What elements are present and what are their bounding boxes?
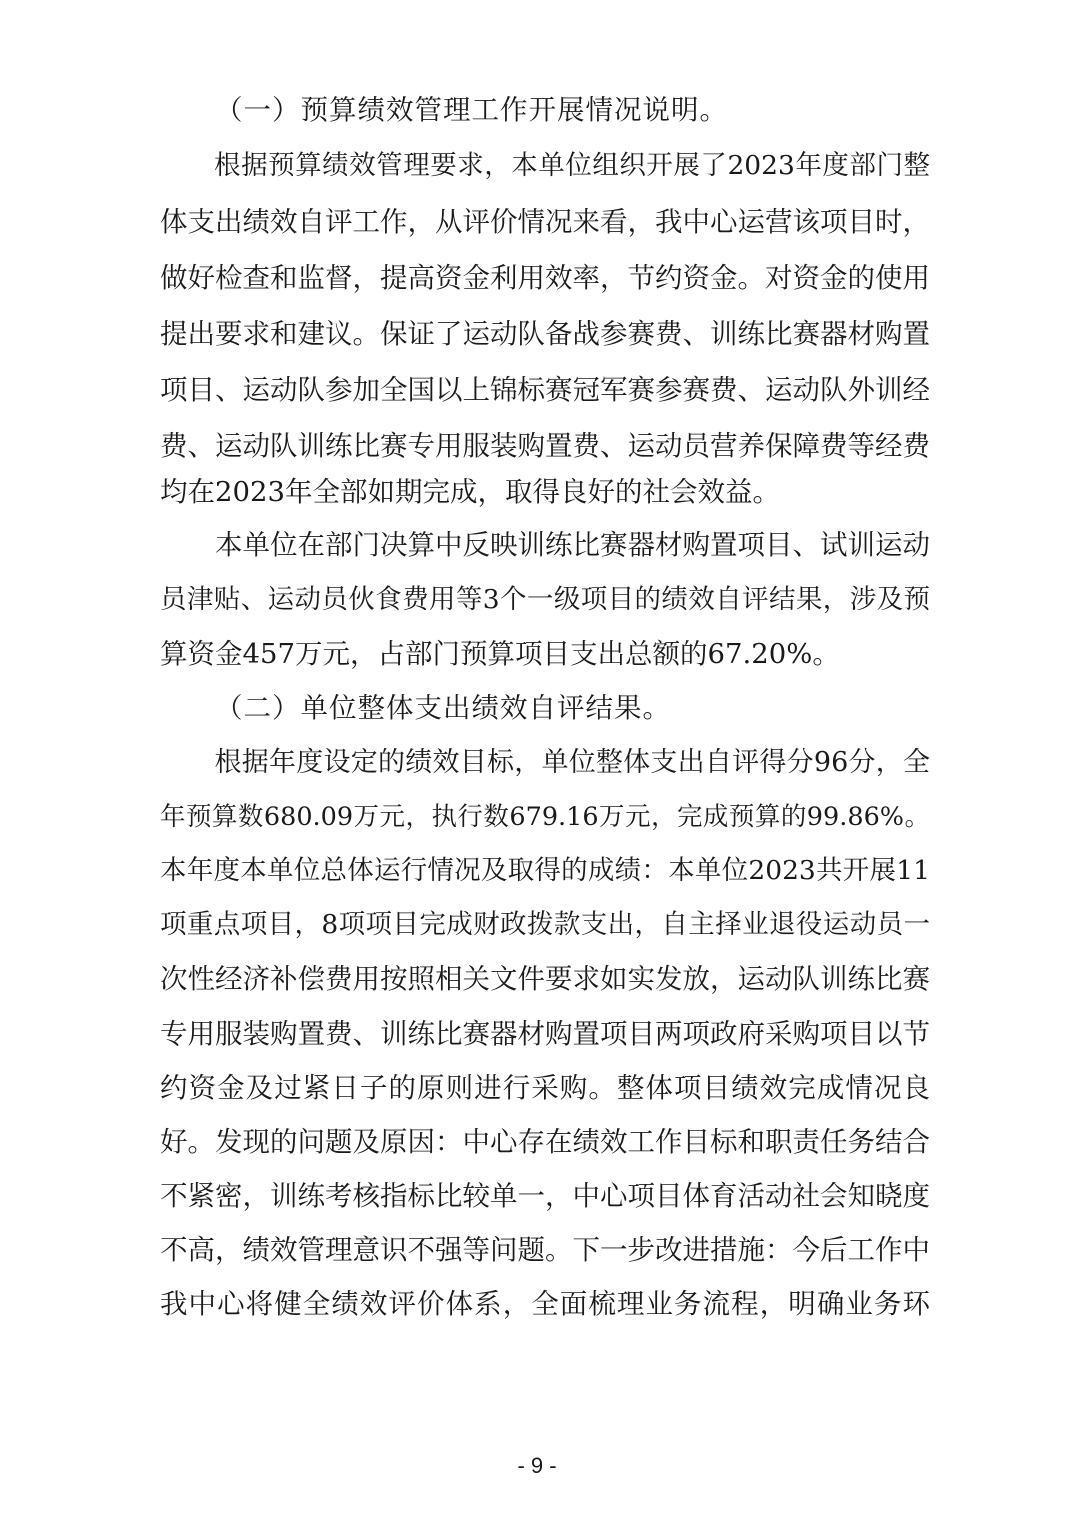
paragraph-3-line-1: 根据年度设定的绩效目标，单位整体支出自评得分96分，全	[160, 747, 930, 778]
paragraph-1-line-1: 根据预算绩效管理要求，本单位组织开展了2023年度部门整	[160, 150, 930, 181]
paragraph-3-line-4: 项重点项目，8项项目完成财政拨款支出，自主择业退役运动员一	[160, 909, 930, 940]
paragraph-2-line-2: 员津贴、运动员伙食费用等3个一级项目的绩效自评结果，涉及预	[160, 584, 930, 615]
paragraph-3-line-11: 我中心将健全绩效评价体系，全面梳理业务流程，明确业务环	[160, 1288, 930, 1320]
paragraph-3-line-3: 本年度本单位总体运行情况及取得的成绩：本单位2023共开展11	[160, 855, 930, 886]
page-number: - 9 -	[517, 1453, 557, 1478]
section-heading-2: （二）单位整体支出绩效自评结果。	[215, 692, 671, 724]
paragraph-1-line-2: 体支出绩效自评工作，从评价情况来看，我中心运营该项目时，	[160, 206, 930, 238]
paragraph-2-line-1: 本单位在部门决算中反映训练比赛器材购置项目、试训运动	[160, 529, 930, 561]
paragraph-3-line-6: 专用服装购置费、训练比赛器材购置项目两项政府采购项目以节	[160, 1018, 930, 1050]
paragraph-3-line-7: 约资金及过紧日子的原则进行采购。整体项目绩效完成情况良	[160, 1072, 930, 1104]
paragraph-3-line-9: 不紧密，训练考核指标比较单一，中心项目体育活动社会知晓度	[160, 1180, 930, 1212]
paragraph-3-line-2: 年预算数680.09万元，执行数679.16万元，完成预算的99.86%。	[160, 802, 930, 832]
paragraph-1-line-3: 做好检查和监督，提高资金利用效率，节约资金。对资金的使用	[160, 262, 930, 294]
paragraph-3-line-10: 不高，绩效管理意识不强等问题。下一步改进措施：今后工作中	[160, 1234, 930, 1266]
paragraph-2-line-3: 算资金457万元，占部门预算项目支出总额的67.20%。	[160, 638, 840, 670]
section-heading-1: （一）预算绩效管理工作开展情况说明。	[215, 94, 728, 126]
paragraph-1-line-5: 项目、运动队参加全国以上锦标赛冠军赛参赛费、运动队外训经	[160, 374, 930, 406]
paragraph-3-line-8: 好。发现的问题及原因：中心存在绩效工作目标和职责任务结合	[160, 1126, 930, 1158]
paragraph-1-line-7: 均在2023年全部如期完成，取得良好的社会效益。	[160, 476, 780, 508]
paragraph-3-line-5: 次性经济补偿费用按照相关文件要求如实发放，运动队训练比赛	[160, 963, 930, 995]
paragraph-1-line-4: 提出要求和建议。保证了运动队备战参赛费、训练比赛器材购置	[160, 318, 930, 350]
paragraph-1-line-6: 费、运动队训练比赛专用服装购置费、运动员营养保障费等经费	[160, 430, 930, 462]
